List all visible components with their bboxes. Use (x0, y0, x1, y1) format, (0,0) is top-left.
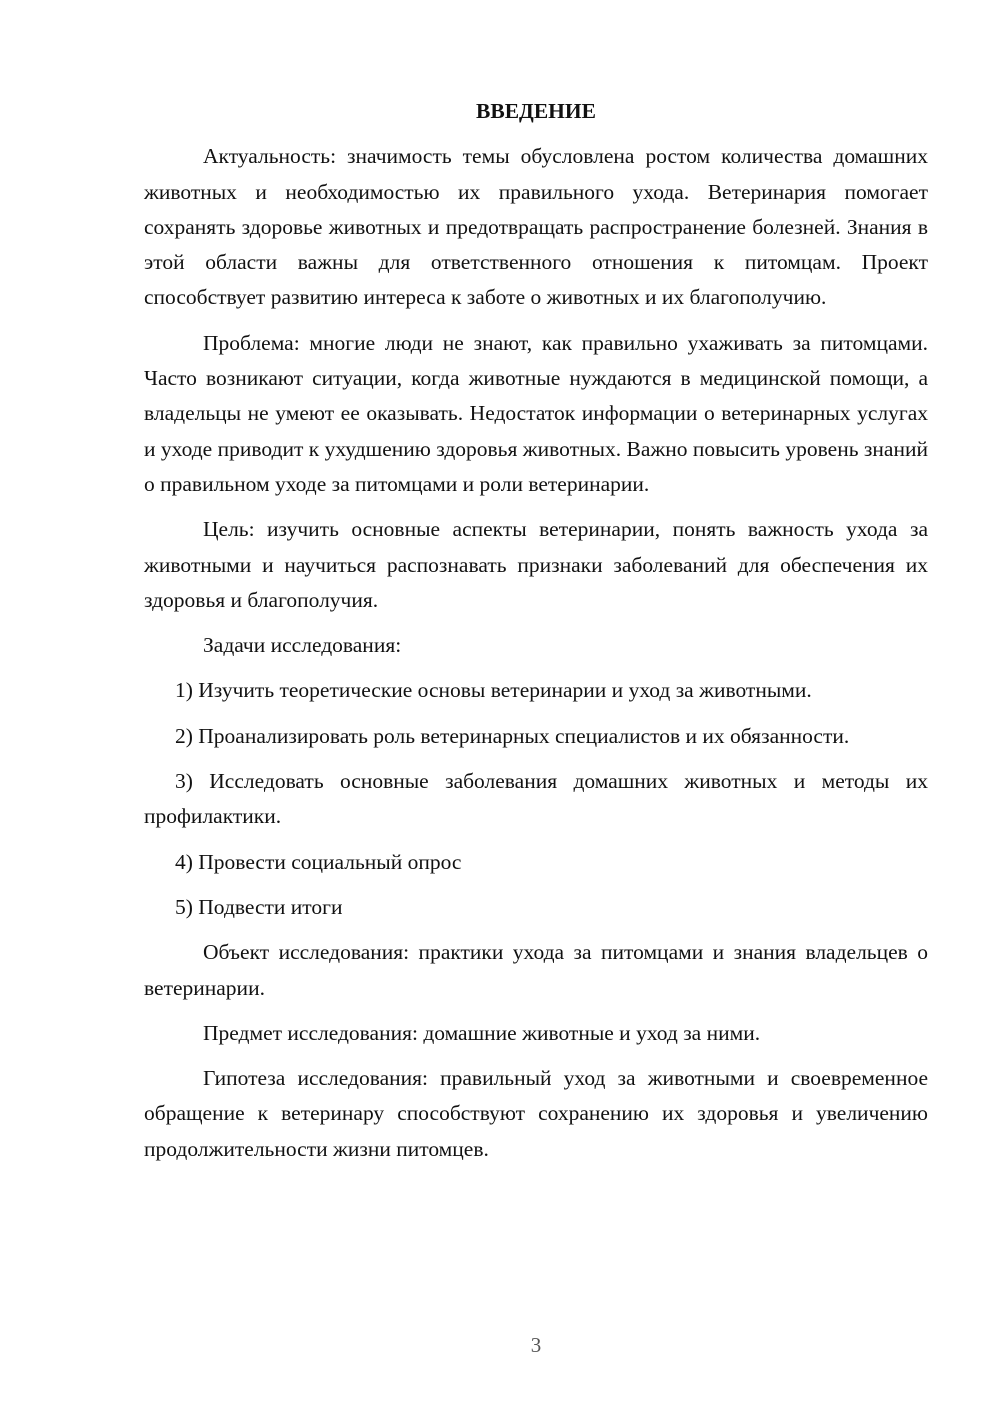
task-item-5: 5) Подвести итоги (175, 894, 343, 919)
problem-paragraph: Проблема: многие люди не знают, как правильно ухаживать за питомцами. Часто возникают ситуации, когда животные нуждаются в медицинской помощи, а владельцы не умеют ее оказывать. Недостаток информации о ветеринарных услугах и уходе приводит к ухудшению здоровья животных. Важно повысить уровень знаний о правильном уходе за питомцами и роли ветеринарии. (144, 330, 928, 496)
subject-paragraph: Предмет исследования: домашние животные и уход за ними. (203, 1020, 761, 1045)
relevance-paragraph: Актуальность: значимость темы обусловлена ростом количества домашних животных и необходимостью их правильного ухода. Ветеринария помогает сохранять здоровье животных и предотвращать распространение болезней. Знания в этой области важны для ответственного отношения к питомцам. Проект способствует развитию интереса к заботе о животных и их благополучию. (144, 144, 928, 310)
page-number: 3 (530, 1333, 542, 1357)
document-body (144, 94, 928, 1177)
task-item-3: 3) Исследовать основные заболевания домашних животных и методы их профилактики. (144, 769, 928, 829)
task-item-2: 2) Проанализировать роль ветеринарных специалистов и их обязанности. (175, 723, 850, 748)
tasks-heading: Задачи исследования: (203, 633, 402, 658)
goal-paragraph: Цель: изучить основные аспекты ветеринарии, понять важность ухода за животными и научиться распознавать признаки заболеваний для обеспечения их здоровья и благополучия. (144, 517, 928, 612)
object-paragraph: Объект исследования: практики ухода за питомцами и знания владельцев о ветеринарии. (144, 940, 928, 1000)
hypothesis-paragraph: Гипотеза исследования: правильный уход за животными и своевременное обращение к ветеринару способствуют сохранению их здоровья и увеличению продолжительности жизни питомцев. (144, 1066, 928, 1161)
task-item-4: 4) Провести социальный опрос (175, 849, 462, 874)
page-title: ВВЕДЕНИЕ (476, 99, 596, 123)
task-item-1: 1) Изучить теоретические основы ветеринарии и уход за животными. (175, 678, 812, 703)
